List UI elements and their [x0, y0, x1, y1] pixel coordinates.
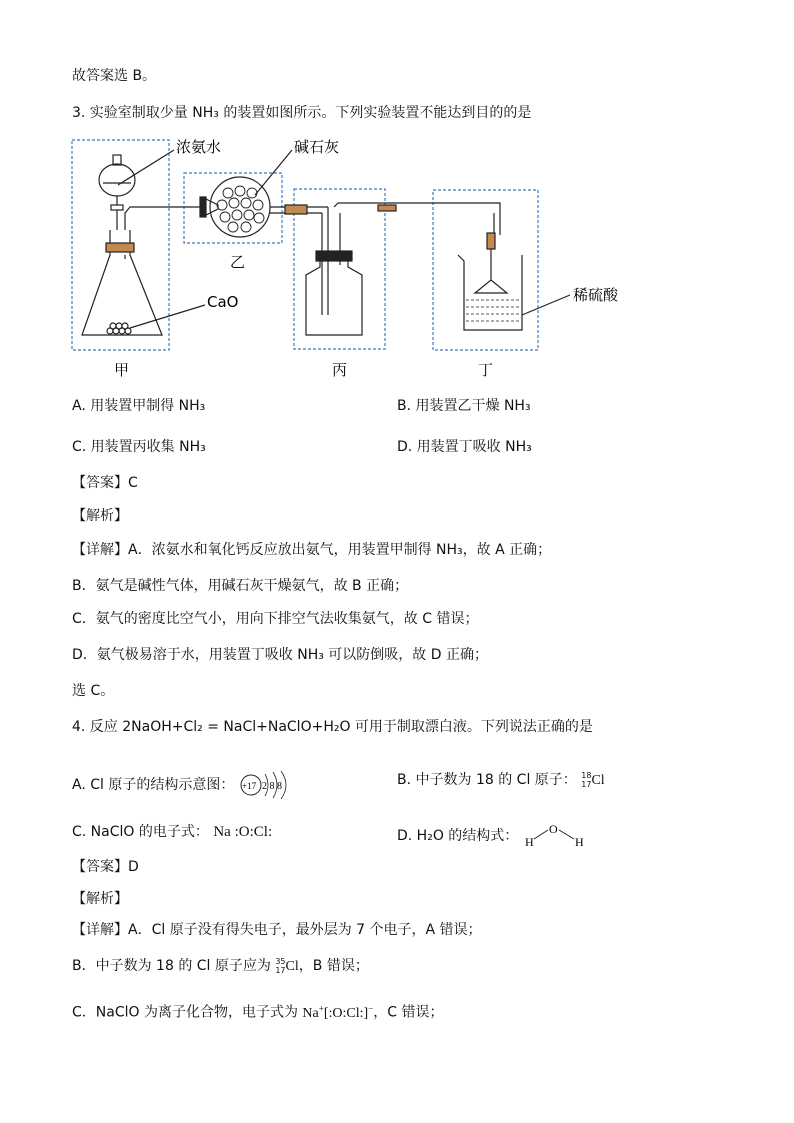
naclo-electron-formula: Na :O:Cl:: [213, 824, 273, 840]
h2o-structure: [523, 822, 585, 850]
q4-answer: 【答案】D: [72, 859, 139, 875]
naclo-o: O: [238, 824, 250, 840]
q3-option-d: D. 用装置丁吸收 NH₃: [397, 439, 532, 455]
ionic-body: [:O:Cl:]: [323, 1005, 369, 1021]
isotope-answer-z: 17: [275, 966, 286, 975]
naclo-ionic-formula: [302, 1003, 374, 1021]
q4-detail-b-tail: ，B 错误；: [298, 958, 369, 974]
q3-answer: 【答案】C: [72, 475, 138, 491]
isotope-answer-mass: 35: [275, 957, 286, 966]
q3-detail-a: 【详解】A．浓氨水和氧化钙反应放出氨气，用装置甲制得 NH₃，故 A 正确；: [72, 542, 552, 558]
label-bing: 丙: [332, 361, 348, 379]
q4-option-b: [397, 770, 605, 791]
isotope-b-z: 17: [581, 780, 592, 789]
isotope-answer-numbers: [275, 957, 285, 975]
q4-detail-b-text: B．中子数为 18 的 Cl 原子应为: [72, 958, 271, 974]
ionic-na: Na: [302, 1005, 319, 1021]
q3-analysis-heading: 【解析】: [72, 508, 128, 524]
nh3-apparatus-diagram: [70, 135, 630, 380]
naclo-na: Na: [213, 824, 231, 840]
q4-option-a: [72, 770, 299, 800]
q4-option-d: [397, 822, 585, 850]
cl-atom-diagram: [239, 770, 299, 800]
gas-bottle: [306, 261, 362, 335]
q4-detail-c-text: C．NaClO 为离子化合物，电子式为: [72, 1004, 298, 1021]
q4-option-b-text: B. 中子数为 18 的 Cl 原子：: [397, 772, 577, 788]
question-3-stem: 3. 实验室制取少量 NH₃ 的装置如图所示。下列实验装置不能达到目的的是: [72, 105, 532, 121]
label-ding: 丁: [478, 361, 494, 379]
isotope-b-numbers: [581, 771, 591, 789]
h2o-h2: H: [574, 835, 584, 849]
q3-conclusion: 选 C。: [72, 683, 115, 699]
funnel-bulb: [99, 164, 135, 196]
label-soda-lime: 碱石灰: [294, 138, 340, 156]
h2o-h1: H: [524, 835, 534, 849]
q4-option-c: [72, 822, 272, 842]
h2o-o: O: [548, 822, 558, 836]
label-acid: 稀硫酸: [573, 286, 619, 304]
label-cao: CaO: [207, 293, 239, 311]
q4-detail-b: [72, 956, 369, 977]
q4-option-d-text: D. H₂O 的结构式：: [397, 828, 519, 844]
q4-option-a-text: A. Cl 原子的结构示意图：: [72, 777, 235, 793]
label-yi: 乙: [230, 253, 246, 271]
q3-detail-c: C．氨气的密度比空气小，用向下排空气法收集氨气，故 C 错误；: [72, 611, 479, 627]
q4-detail-c-tail: ，C 错误；: [373, 1004, 444, 1021]
isotope-b-mass: 18: [581, 771, 592, 780]
q4-detail-c: [72, 998, 443, 1024]
naclo-cl: Cl: [253, 824, 268, 840]
prev-answer-conclusion: 故答案选 B。: [72, 68, 157, 84]
label-ammonia: 浓氨水: [176, 138, 222, 156]
q3-detail-b: B．氨气是碱性气体，用碱石灰干燥氨气，故 B 正确；: [72, 578, 409, 594]
isotope-answer-el: Cl: [285, 959, 299, 974]
label-jia: 甲: [114, 361, 130, 379]
q3-option-a: A. 用装置甲制得 NH₃: [72, 398, 206, 414]
q4-analysis-heading: 【解析】: [72, 891, 128, 907]
q3-option-b: B. 用装置乙干燥 NH₃: [397, 398, 531, 414]
cl-shells: 2 8 8: [261, 781, 282, 792]
q3-option-c: C. 用装置丙收集 NH₃: [72, 439, 206, 455]
q4-detail-a: 【详解】A．Cl 原子没有得失电子，最外层为 7 个电子，A 错误；: [72, 922, 482, 938]
ionic-minus: −: [368, 1003, 374, 1013]
q4-option-c-text: C. NaClO 的电子式：: [72, 824, 209, 840]
cl-nucleus: +17: [241, 781, 256, 791]
isotope-b-el: Cl: [591, 773, 605, 788]
q3-detail-d: D．氨气极易溶于水，用装置丁吸收 NH₃ 可以防倒吸，故 D 正确；: [72, 647, 488, 663]
question-4-stem: 4. 反应 2NaOH+Cl₂ = NaCl+NaClO+H₂O 可用于制取漂白液。下列说法正确的是: [72, 719, 593, 735]
ionic-plus: +: [318, 1003, 324, 1013]
